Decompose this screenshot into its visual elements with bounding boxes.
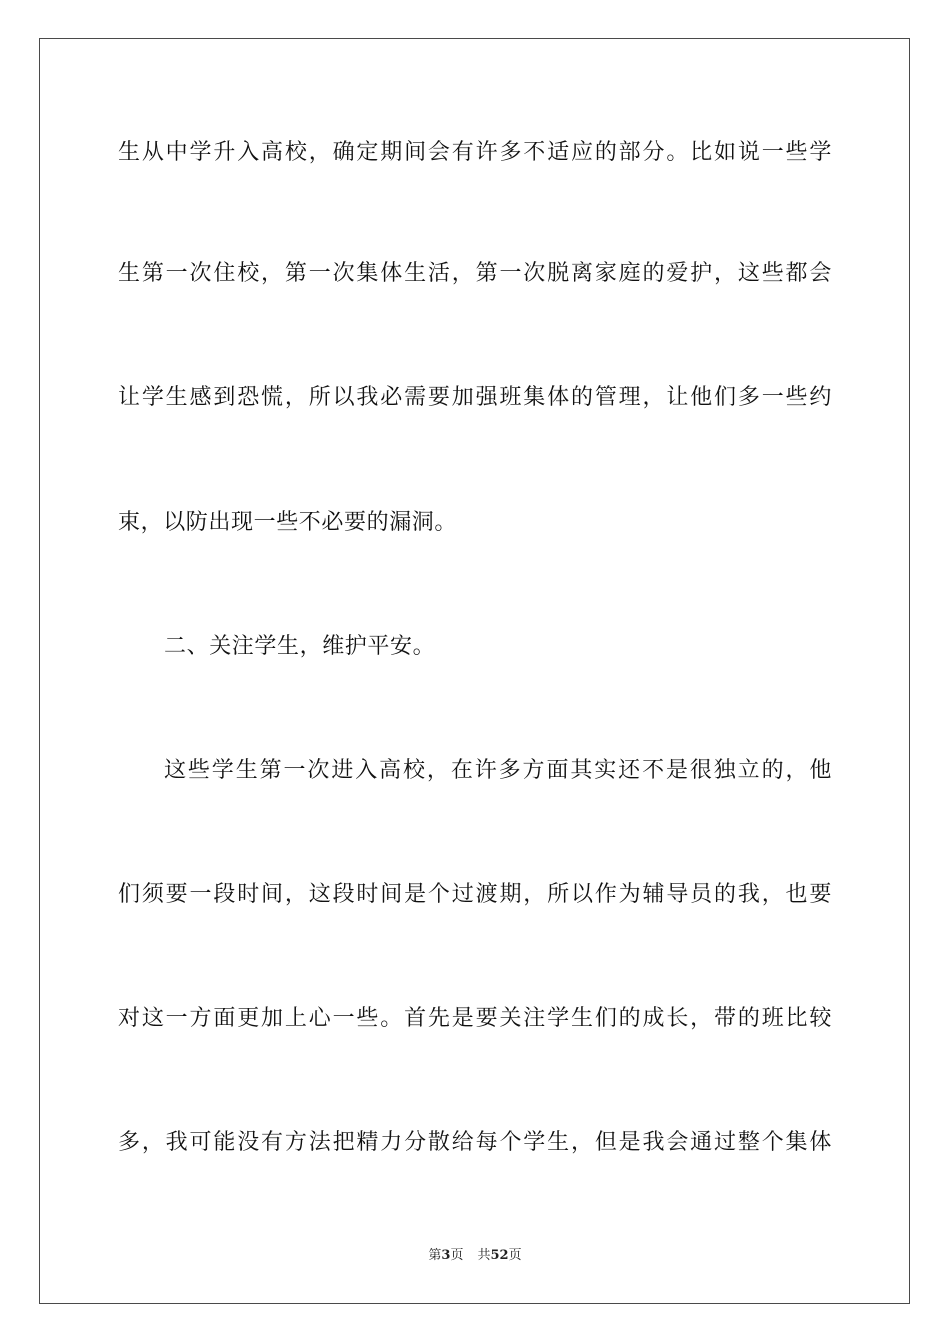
total-unit: 页: [508, 1248, 522, 1263]
page-prefix: 第: [428, 1248, 442, 1263]
body-line-6: 这些学生第一次进入高校，在许多方面其实还不是很独立的，他: [164, 758, 832, 783]
body-line-8: 对这一方面更加上心一些。首先是要关注学生们的成长，带的班比较: [118, 1006, 832, 1031]
body-line-3: 让学生感到恐慌，所以我必需要加强班集体的管理，让他们多一些约: [118, 385, 832, 410]
page-border: [39, 38, 910, 1304]
total-prefix: 共: [477, 1248, 491, 1263]
body-line-1: 生从中学升入高校，确定期间会有许多不适应的部分。比如说一些学: [118, 140, 832, 165]
page-total: 52: [490, 1248, 509, 1263]
body-line-7: 们须要一段时间，这段时间是个过渡期，所以作为辅导员的我，也要: [118, 882, 832, 907]
section-heading: 二、关注学生，维护平安。: [164, 634, 436, 659]
body-line-9: 多，我可能没有方法把精力分散给每个学生，但是我会通过整个集体: [118, 1130, 832, 1155]
body-line-4: 束，以防出现一些不必要的漏洞。: [118, 510, 458, 535]
page-current: 3: [441, 1248, 451, 1263]
body-line-2: 生第一次住校，第一次集体生活，第一次脱离家庭的爱护，这些都会: [118, 261, 832, 286]
page-unit: 页: [450, 1248, 464, 1263]
page-footer: [0, 1247, 950, 1265]
